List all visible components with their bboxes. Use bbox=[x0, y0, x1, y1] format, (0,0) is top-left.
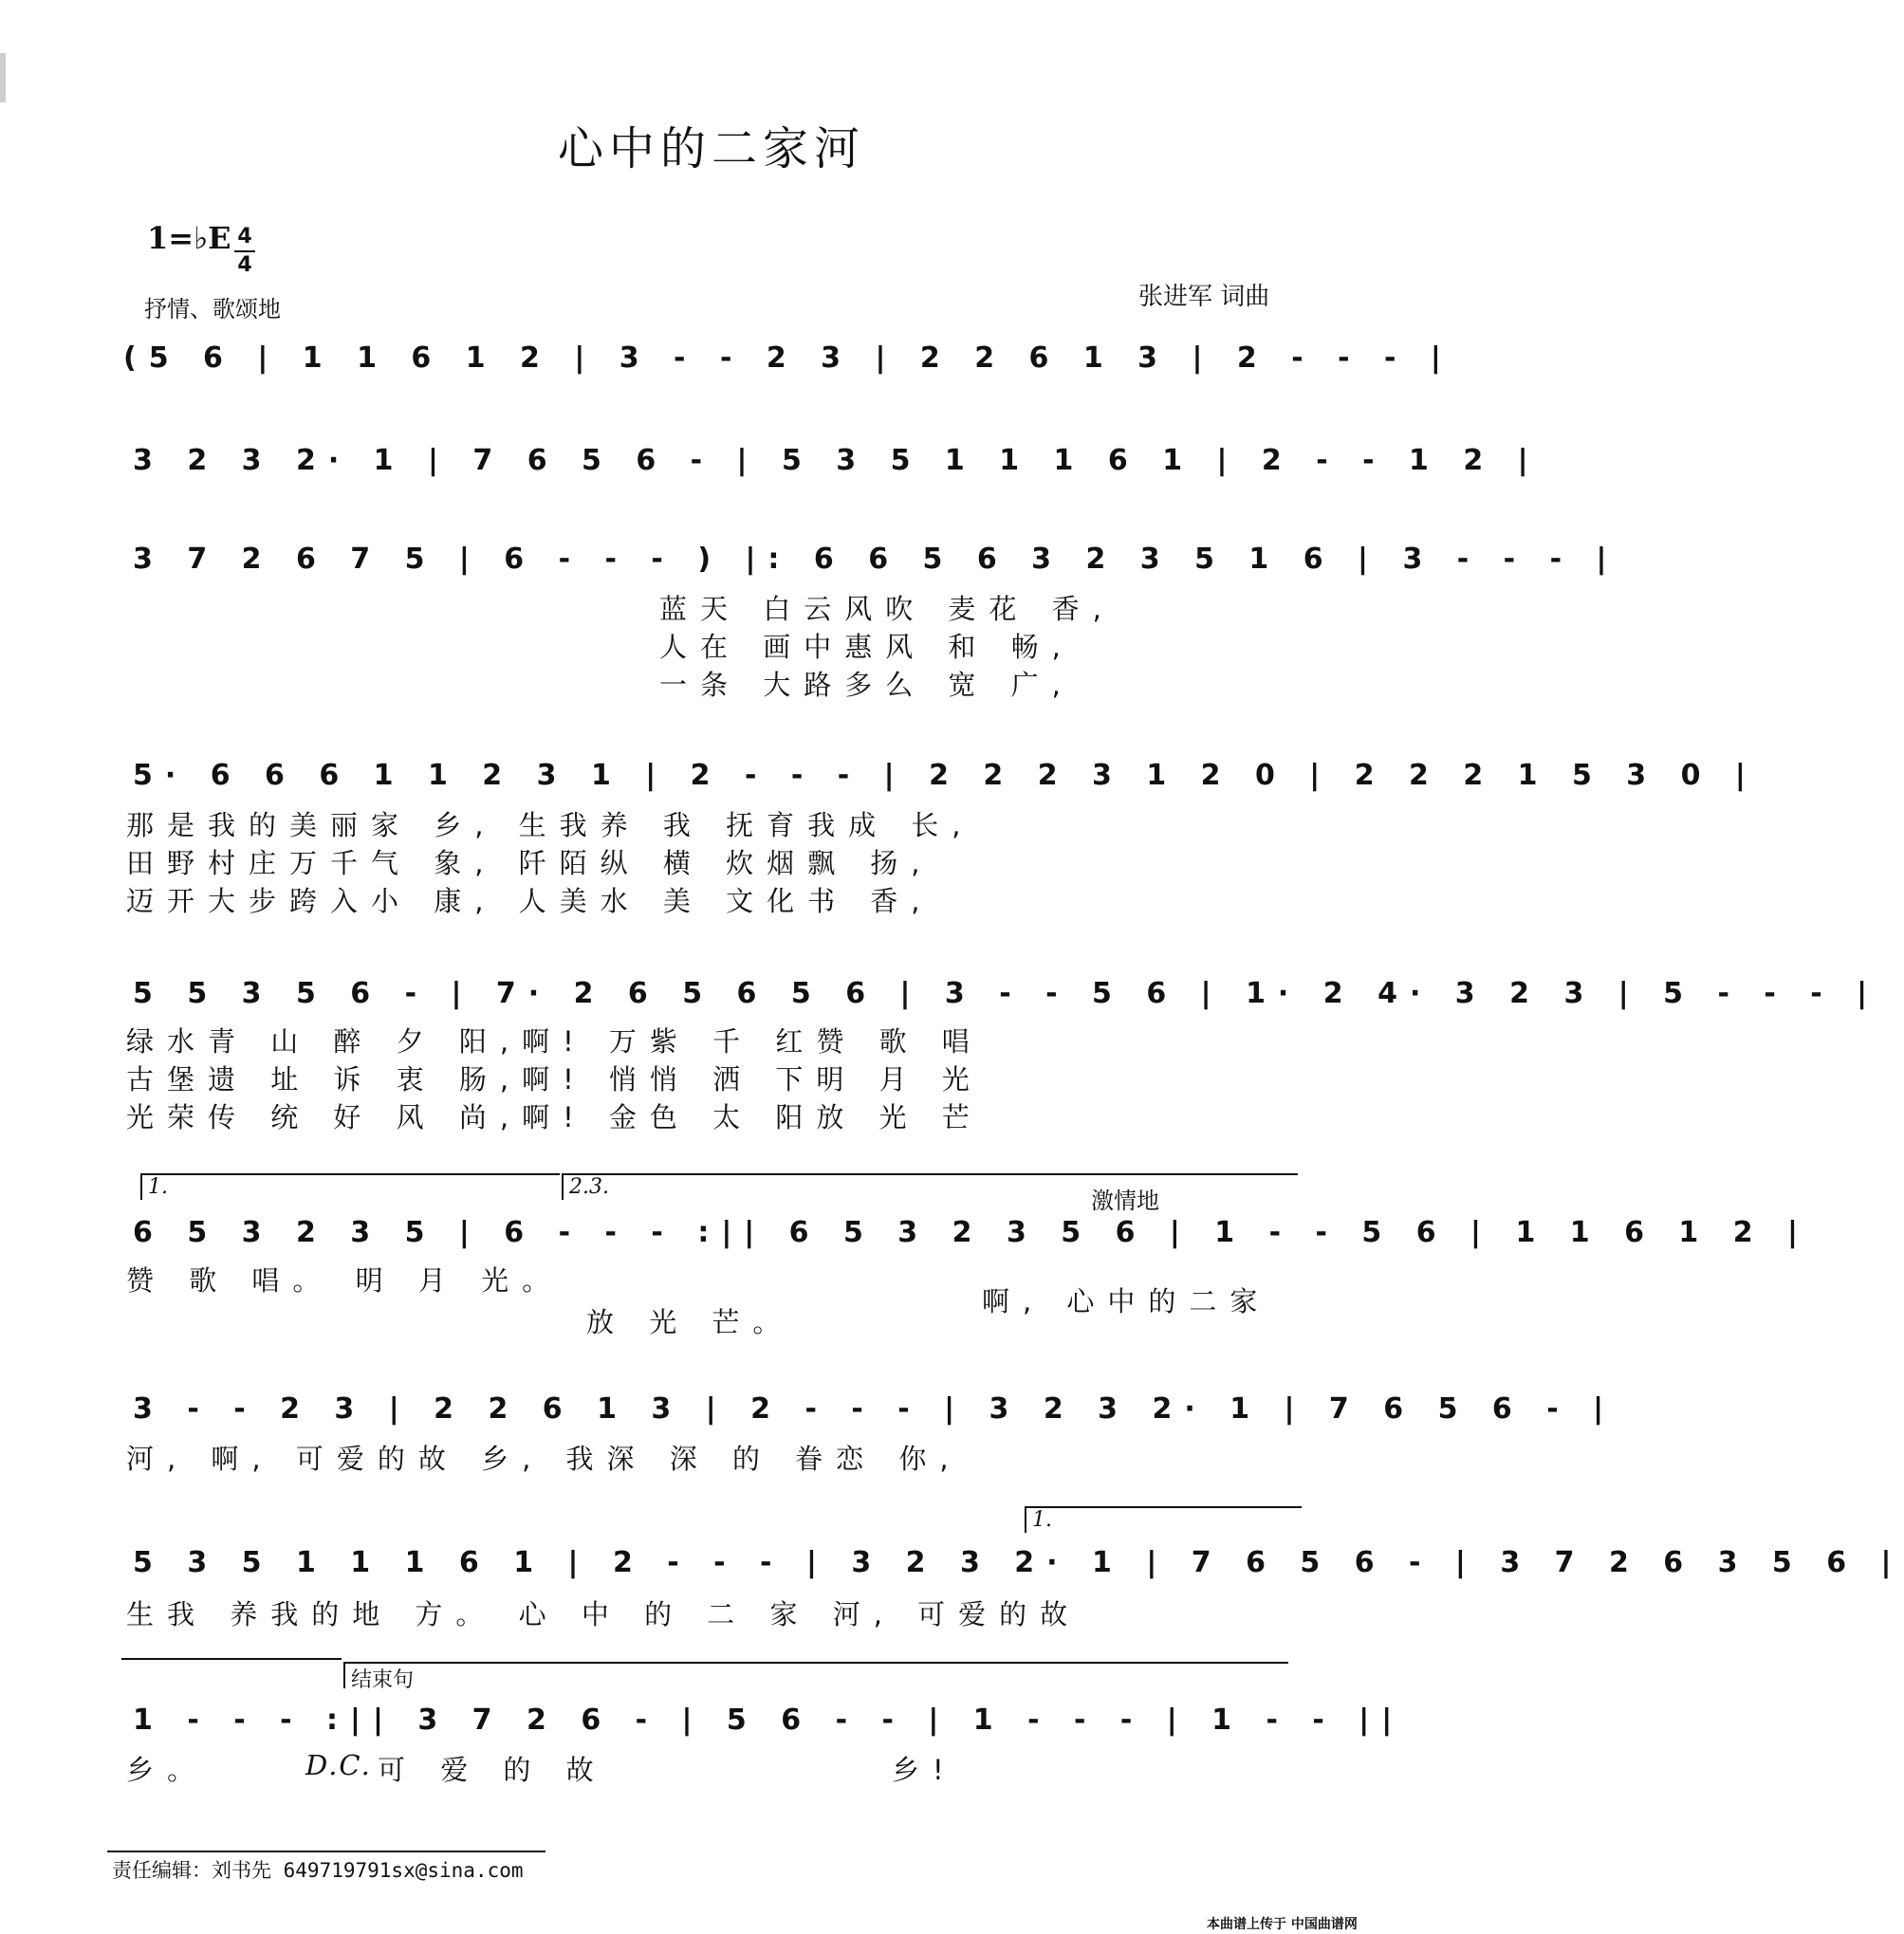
lyric-aside: 啊, 心中的二家 bbox=[982, 1285, 1271, 1317]
lyric-verse-2: 古堡遗 址 诉 衷 肠,啊! 悄悄 洒 下明 月 光 bbox=[126, 1063, 983, 1096]
upload-credit: 本曲谱上传于 中国曲谱网 bbox=[1207, 1917, 1358, 1932]
lyric-verse-1: 赞 歌 唱。 明 月 光。 bbox=[126, 1264, 564, 1297]
notation-row-2: 3 2 3 2· 1 | 7 6 5 6 - | 5 3 5 1 1 1 6 1 | 2 - - 1 2 | bbox=[133, 444, 1541, 477]
lyric-verse-3: 光荣传 统 好 风 尚,啊! 金色 太 阳放 光 芒 bbox=[126, 1101, 983, 1133]
lyric-line: 河, 啊, 可爱的故 乡, 我深 深 的 眷恋 你, bbox=[126, 1443, 962, 1475]
tempo-marking: 抒情、歌颂地 bbox=[144, 296, 281, 322]
lyric-line: 乡。 bbox=[126, 1754, 209, 1786]
volta-bracket: 1. bbox=[140, 1173, 560, 1200]
lyric-verse-3: 放 光 芒。 bbox=[586, 1306, 794, 1338]
expression-marking: 激情地 bbox=[1091, 1188, 1159, 1214]
notation-row-4: 5· 6 6 6 1 1 2 3 1 | 2 - - - | 2 2 2 3 1 2 0 | 2 2 2 1 5 3 0 | bbox=[133, 759, 1758, 792]
lyric-line: 可 爱 的 故 bbox=[378, 1754, 607, 1786]
volta-bracket: 2.3. bbox=[562, 1173, 1298, 1200]
author-credit: 张进军 词曲 bbox=[1138, 283, 1270, 311]
da-capo-mark: D.C. bbox=[305, 1749, 372, 1781]
footer-divider bbox=[107, 1851, 545, 1852]
song-title: 心中的二家河 bbox=[557, 122, 865, 175]
notation-row-3: 3 7 2 6 7 5 | 6 - - - ) |: 6 6 5 6 3 2 3 5 1 6 | 3 - - - | bbox=[133, 543, 1619, 576]
lyric-verse-1: 那是我的美丽家 乡, 生我养 我 抚育我成 长, bbox=[126, 809, 974, 841]
lyric-verse-3: 一条 大路多么 宽 广, bbox=[659, 669, 1074, 701]
editor-credit: 责任编辑：刘书先 649719791sx@sina.com bbox=[112, 1859, 524, 1882]
notation-row-6: 6 5 3 2 3 5 | 6 - - - :|| 6 5 3 2 3 5 6 | 1 - - 5 6 | 1 1 6 1 2 | bbox=[133, 1216, 1810, 1249]
lyric-verse-2: 田野村庄万千气 象, 阡陌纵 横 炊烟飘 扬, bbox=[126, 847, 934, 879]
ending-bracket: 结束句 bbox=[343, 1662, 1288, 1688]
notation-row-9: 1 - - - :|| 3 7 2 6 - | 5 6 - - | 1 - - - | 1 - - || bbox=[133, 1704, 1405, 1737]
lyric-verse-2: 人在 画中惠风 和 畅, bbox=[659, 631, 1074, 663]
lyric-line: 生我 养我的地 方。 心 中 的 二 家 河, 可爱的故 bbox=[126, 1598, 1081, 1630]
notation-row-8: 5 3 5 1 1 1 6 1 | 2 - - - | 3 2 3 2· 1 | 7 6 5 6 - | 3 7 2 6 3 5 6 | bbox=[133, 1546, 1904, 1579]
lyric-verse-3: 迈开大步跨入小 康, 人美水 美 文化书 香, bbox=[126, 885, 934, 917]
lyric-verse-1: 蓝天 白云风吹 麦花 香, bbox=[659, 593, 1115, 625]
volta-bracket: 1. bbox=[1025, 1506, 1302, 1533]
lyric-line: 乡! bbox=[892, 1754, 957, 1786]
staff-line bbox=[121, 1658, 342, 1660]
time-signature: 4 4 bbox=[232, 224, 257, 279]
notation-row-1: (5 6 | 1 1 6 1 2 | 3 - - 2 3 | 2 2 6 1 3 | 2 - - - | bbox=[123, 341, 1453, 375]
lyric-verse-1: 绿水青 山 醉 夕 阳,啊! 万紫 千 红赞 歌 唱 bbox=[126, 1025, 983, 1058]
notation-row-7: 3 - - 2 3 | 2 2 6 1 3 | 2 - - - | 3 2 3 2· 1 | 7 6 5 6 - | bbox=[133, 1392, 1617, 1426]
page-edge-mark bbox=[0, 53, 6, 102]
notation-row-5: 5 5 3 5 6 - | 7· 2 6 5 6 5 6 | 3 - - 5 6 | 1· 2 4· 3 2 3 | 5 - - - | bbox=[133, 977, 1880, 1010]
key-signature: 1=♭E bbox=[147, 220, 231, 256]
